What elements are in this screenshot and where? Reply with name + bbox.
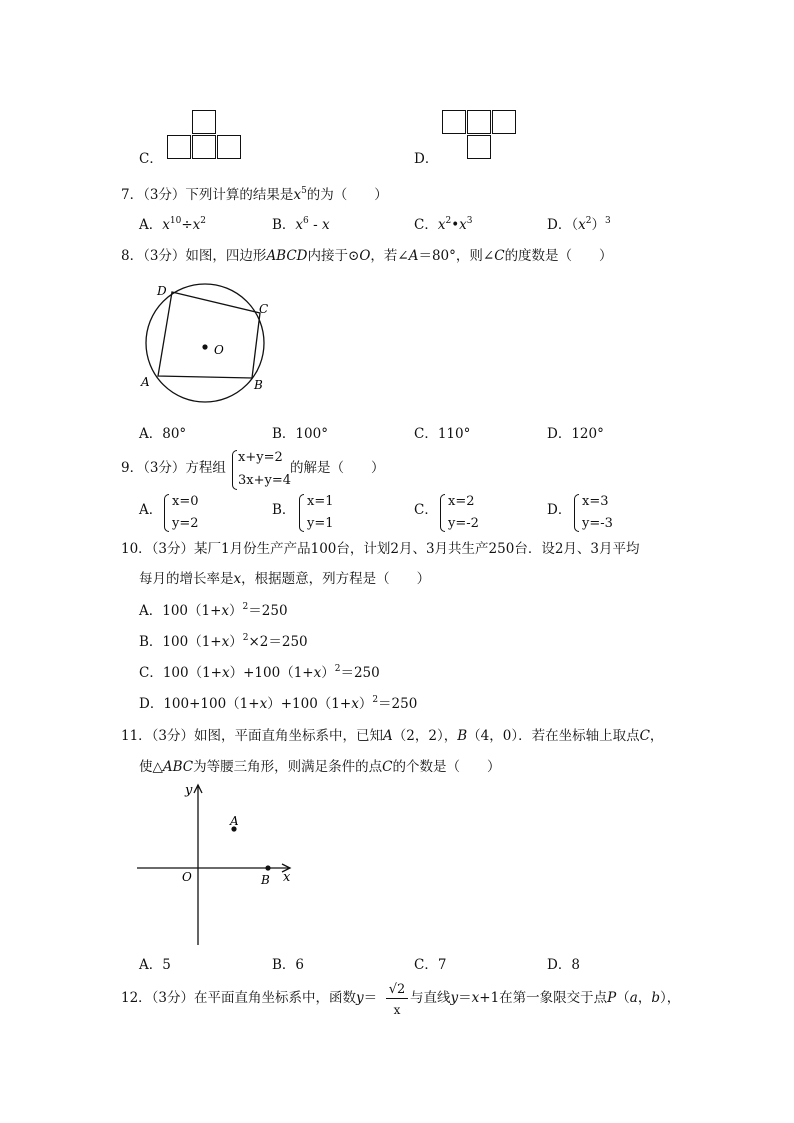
q11-option-a: A．5 — [139, 957, 171, 973]
q12-stem-part2: 与直线y＝x+1在第一象限交于点P（a，b）， — [410, 990, 681, 1006]
q7-option-d: D．$(x^2)^3$ — [547, 216, 611, 233]
q8-option-c: C．110° — [414, 426, 471, 442]
q11-stem-line2: 使△ABC为等腰三角形，则满足条件的点C的个数是（ ） — [139, 759, 501, 775]
q9-system-brace — [232, 450, 237, 490]
q9-stem-suffix: 的解是（ ） — [290, 460, 385, 476]
q8-circle-figure — [130, 275, 280, 415]
q12-stem-part1: 12．（3分）在平面直角坐标系中，函数y＝ — [121, 990, 378, 1006]
q10-option-b: B．$100(1+x)^2\times 2=250$ — [139, 633, 308, 650]
q8-point-a: A — [141, 375, 150, 389]
q11-point-a: A — [230, 814, 239, 828]
q7-option-c: C．$x^2•x^3$ — [414, 216, 473, 233]
q11-option-c: C．7 — [414, 957, 447, 973]
q9-eq1: x+y=2 — [238, 450, 283, 465]
q6-option-d-label: D． — [414, 151, 439, 167]
q11-x-label: x — [283, 870, 291, 885]
q12-fraction-denominator: x — [393, 1003, 401, 1017]
q7-option-b: B．$x^6$ - x — [272, 216, 330, 233]
q11-stem-line1: 11．（3分）如图，平面直角坐标系中，已知A（2，2），B（4，0）．若在坐标轴上取点C， — [121, 728, 664, 744]
q8-point-b: B — [254, 378, 263, 392]
q8-point-o: O — [214, 343, 224, 357]
q10-option-c: C．$100(1+x)+100(1+x)^2=250$ — [139, 664, 380, 681]
q12-fraction-numerator: √2 — [386, 983, 408, 999]
q10-option-d: D．$100+100(1+x)+100(1+x)^2=250$ — [139, 695, 418, 712]
q9-eq2: 3x+y=4 — [238, 473, 292, 488]
q7-option-a: A．$x^{10}\div x^2$ — [139, 216, 206, 233]
q8-stem: 8．（3分）如图，四边形ABCD内接于⊙O，若∠A＝80°，则∠C的度数是（ ） — [121, 248, 613, 264]
q6-option-c-label: C． — [139, 151, 163, 167]
q8-option-b: B．100° — [272, 426, 328, 442]
q11-origin: O — [182, 870, 192, 884]
q8-point-c: C — [259, 302, 269, 316]
q10-option-a: A．$100(1+x)^2=250$ — [139, 602, 288, 619]
q8-option-a: A．80° — [139, 426, 187, 442]
q11-option-b: B．6 — [272, 957, 305, 973]
q9-stem-prefix: 9．（3分）方程组 — [121, 460, 226, 476]
q7-stem: 7．（3分）下列计算的结果是$x^5$的为（ ） — [121, 186, 388, 203]
q11-coordinate-figure — [130, 780, 300, 950]
q8-point-d: D — [157, 284, 167, 298]
q10-stem-line1: 10．（3分）某厂1月份生产产品100台，计划2月、3月共生产250台．设2月、3月平均 — [121, 541, 640, 557]
q11-y-label: y — [185, 783, 193, 798]
q10-stem-line2: 每月的增长率是x，根据题意，列方程是（ ） — [139, 571, 431, 587]
q11-point-b: B — [261, 873, 270, 887]
q8-option-d: D．120° — [547, 426, 604, 442]
q11-option-d: D．8 — [547, 957, 580, 973]
